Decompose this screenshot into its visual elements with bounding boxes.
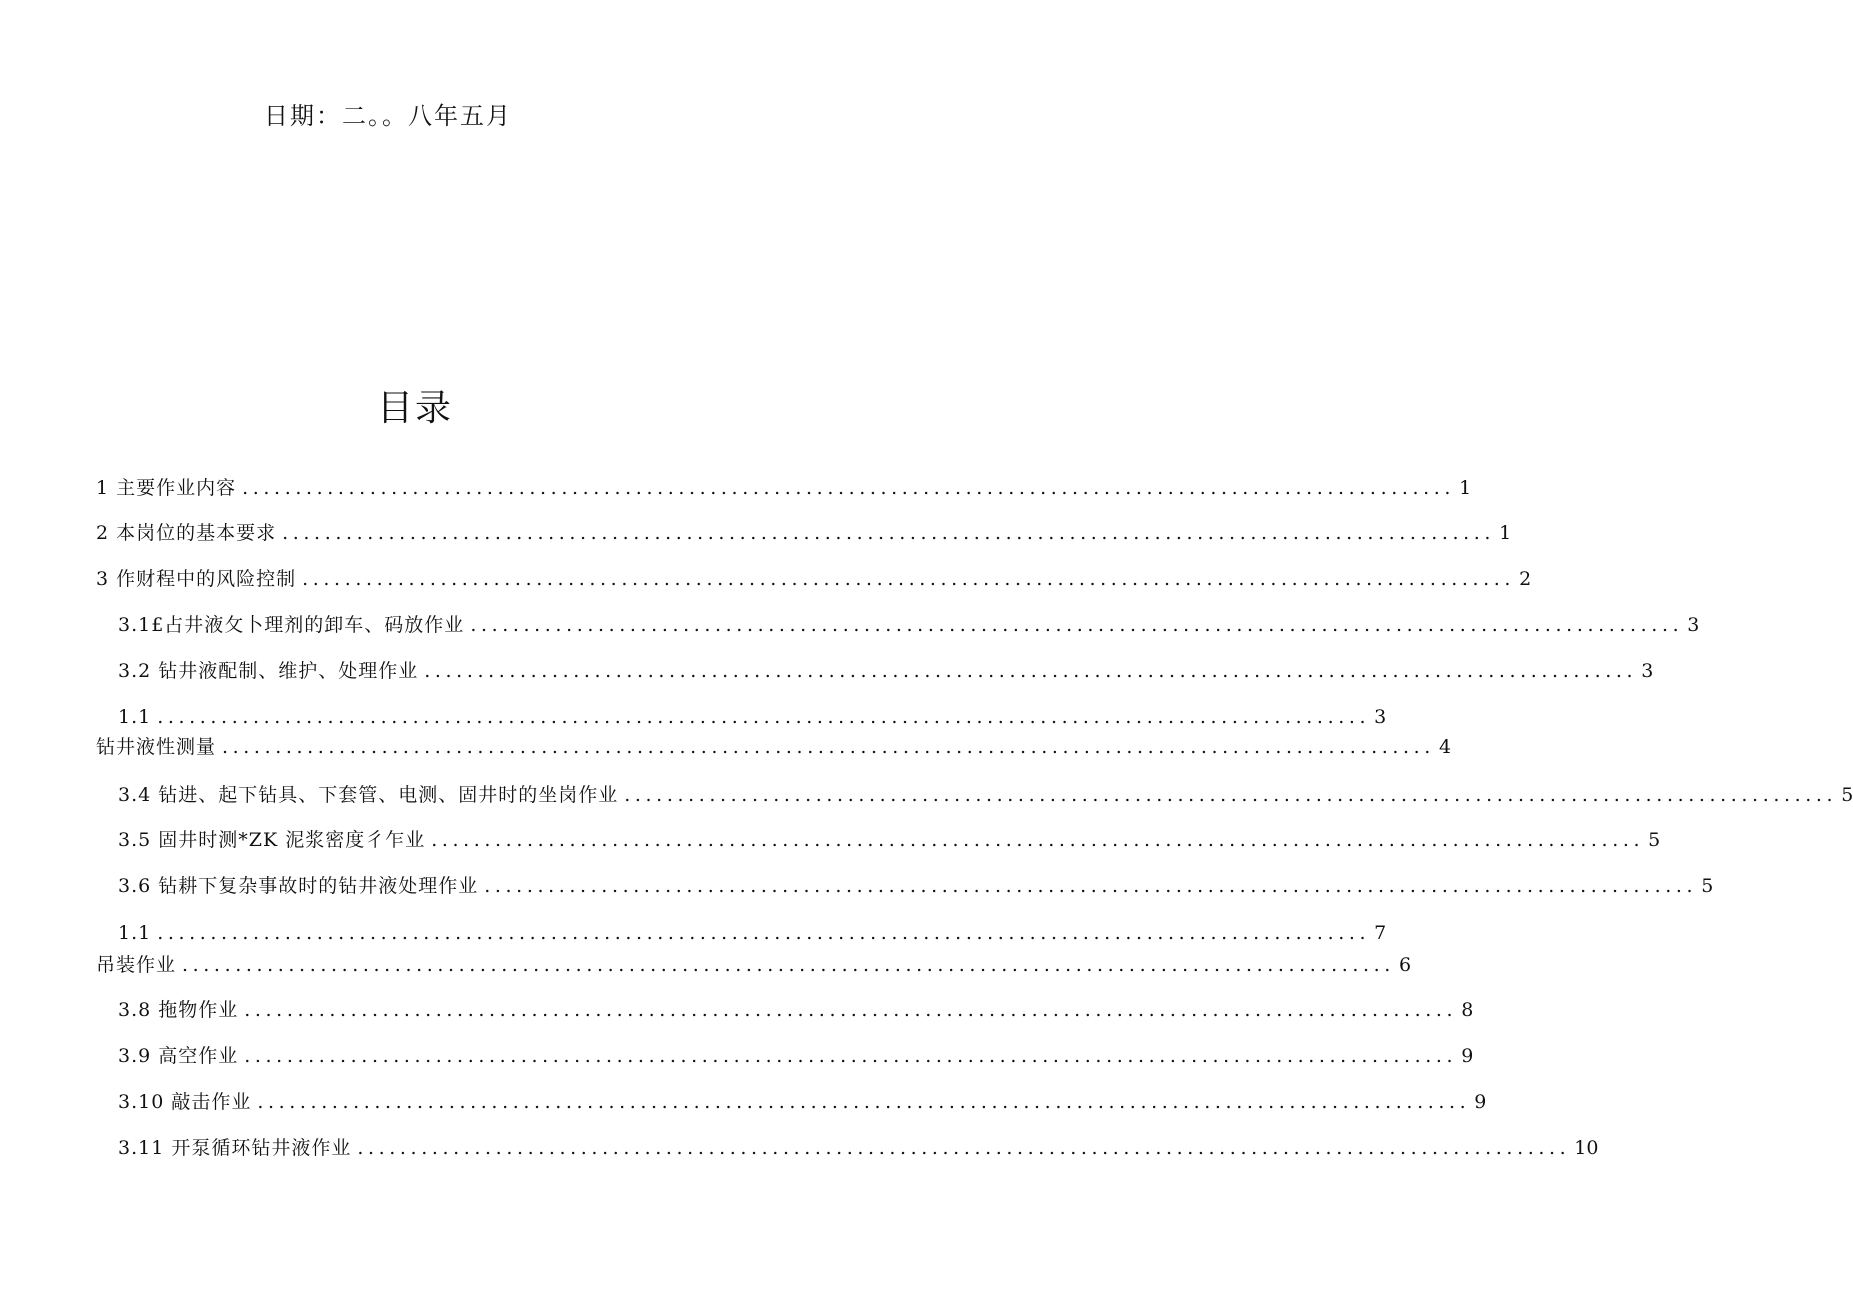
- toc-entry-page: 4: [1438, 736, 1452, 758]
- toc-leader-dots: ..................................................................................................................: [302, 568, 1516, 590]
- toc-leader-dots: ..................................................................................................................: [244, 999, 1458, 1021]
- toc-entry-page: 1: [1499, 522, 1512, 544]
- toc-entry: [118, 657, 1654, 685]
- toc-leader-dots: ..................................................................................................................: [424, 660, 1638, 682]
- toc-entry-label: 1.1: [118, 706, 152, 728]
- toc-entry-page: 3: [1374, 706, 1387, 728]
- toc-entry-label: 3.1£占井液攵卜理剂的卸车、码放作业: [118, 614, 465, 636]
- toc-entry-label: 3.5 固井时测*ZK 泥浆密度彳乍业: [118, 829, 426, 851]
- toc-entry: [118, 1042, 1474, 1070]
- toc-entry-page: 5: [1648, 829, 1661, 851]
- toc-entry-label: 3.4 钻进、起下钻具、下套管、电测、固井时的坐岗作业: [118, 784, 619, 806]
- toc-entry-label: 3.6 钻耕下复杂事故时的钻井液处理作业: [118, 875, 479, 897]
- toc-entry-page: 8: [1461, 999, 1474, 1021]
- toc-leader-dots: ..................................................................................................................: [624, 784, 1838, 806]
- toc-entry: [118, 781, 1853, 809]
- toc-entry: [118, 919, 1387, 947]
- toc-leader-dots: ..................................................................................................................: [257, 1091, 1471, 1113]
- toc-entry: [96, 474, 1472, 502]
- toc-entry-label: 3.9 高空作业: [118, 1045, 239, 1067]
- toc-entry-label: 3.10 敲击作业: [118, 1091, 252, 1113]
- toc-entry: [118, 1088, 1487, 1116]
- toc-leader-dots: ..................................................................................................................: [357, 1137, 1571, 1159]
- toc-entry-page: 7: [1374, 922, 1387, 944]
- toc-entry-label: 3.2 钻井液配制、维护、处理作业: [118, 660, 419, 682]
- toc-entry: [96, 951, 1412, 979]
- toc-entry: [118, 1134, 1599, 1162]
- toc-entry-label: 1.1: [118, 922, 152, 944]
- toc-entry: [118, 826, 1661, 854]
- toc-entry-page: 3: [1641, 660, 1654, 682]
- toc-leader-dots: ..................................................................................................................: [431, 829, 1645, 851]
- toc-leader-dots: ..................................................................................................................: [182, 954, 1395, 976]
- toc-leader-dots: ..................................................................................................................: [222, 736, 1435, 758]
- toc-entry-page: 9: [1461, 1045, 1474, 1067]
- toc-entry-page: 6: [1398, 954, 1412, 976]
- date-line: 日期：二。。八年五月: [264, 102, 512, 130]
- toc-entry-label: 2 本岗位的基本要求: [96, 522, 277, 544]
- toc-entry-page: 9: [1474, 1091, 1487, 1113]
- toc-leader-dots: ..................................................................................................................: [244, 1045, 1458, 1067]
- toc-entry: [118, 611, 1700, 639]
- toc-leader-dots: ..................................................................................................................: [470, 614, 1684, 636]
- toc-entry-page: 5: [1841, 784, 1853, 806]
- toc-entry: [96, 733, 1452, 761]
- toc-entry-label: 3 作财程中的风险控制: [96, 568, 297, 590]
- toc-entry-label: 1 主要作业内容: [96, 477, 237, 499]
- toc-leader-dots: ..................................................................................................................: [157, 706, 1371, 728]
- toc-entry-page: 5: [1701, 875, 1714, 897]
- toc-entry-page: 2: [1519, 568, 1532, 590]
- toc-entry-page: 1: [1459, 477, 1472, 499]
- toc-entry: [96, 565, 1532, 593]
- toc-entry-page: 10: [1574, 1137, 1599, 1159]
- toc-leader-dots: ..................................................................................................................: [242, 477, 1456, 499]
- toc-entry: [118, 703, 1387, 731]
- toc-entry-page: 3: [1687, 614, 1700, 636]
- toc-entry-label: 吊装作业: [96, 954, 177, 976]
- toc-entry-label: 3.11 开泵循环钻井液作业: [118, 1137, 352, 1159]
- toc-leader-dots: ..................................................................................................................: [282, 522, 1496, 544]
- toc-entry: [118, 872, 1714, 900]
- toc-entry-label: 3.8 拖物作业: [118, 999, 239, 1021]
- toc-entry: [118, 996, 1474, 1024]
- toc-entry-label: 钻井液性测量: [96, 736, 217, 758]
- toc-leader-dots: ..................................................................................................................: [157, 922, 1371, 944]
- toc-entry: [96, 519, 1512, 547]
- toc-leader-dots: ..................................................................................................................: [484, 875, 1698, 897]
- toc-title: 目录: [376, 388, 453, 429]
